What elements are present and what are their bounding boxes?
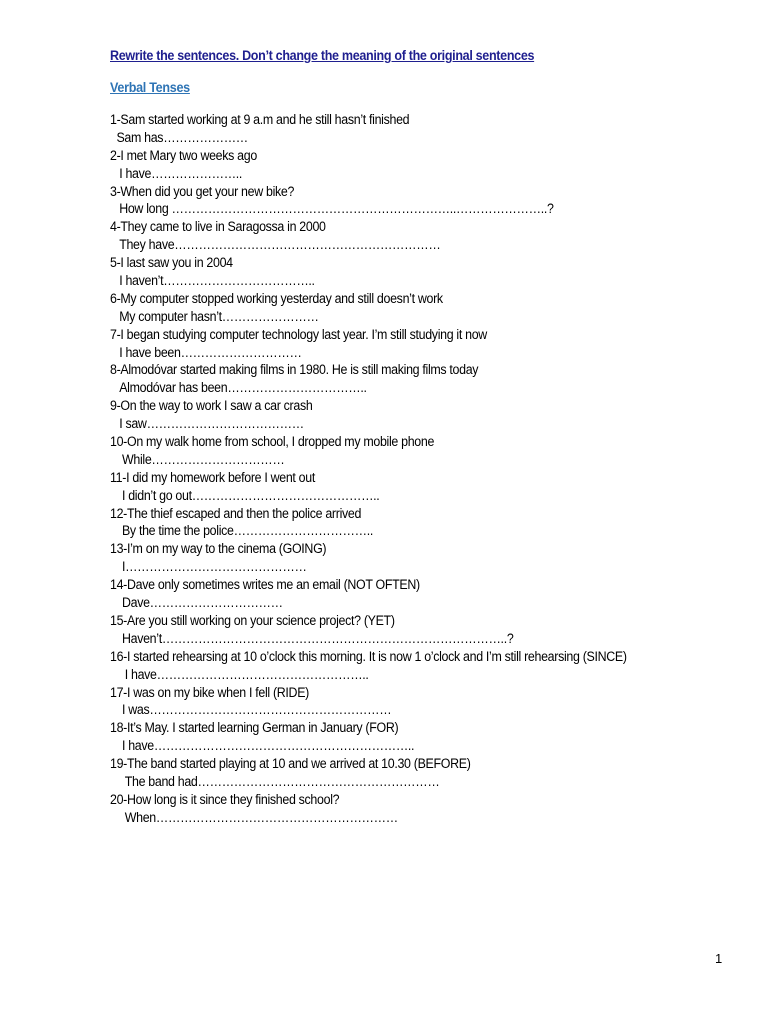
exercise-answer-prompt: I………………………………………	[121, 559, 307, 575]
exercise-question: 8-Almodóvar started making films in 1980. He is still making films today	[110, 362, 479, 378]
exercise-answer-prompt: I didn’t go out………………………………………..	[121, 487, 380, 503]
page-title: Rewrite the sentences. Don’t change the meaning of the original sentences	[110, 48, 535, 63]
page-number: 1	[715, 951, 723, 966]
exercise-answer-prompt: When……………………………………………………	[124, 809, 398, 825]
exercise-answer-prompt: I haven’t………………………………..	[119, 273, 315, 289]
exercise-question: 20-How long is it since they finished school?	[110, 791, 340, 807]
exercise-list	[110, 111, 710, 827]
exercise-question: 6-My computer stopped working yesterday and still doesn’t work	[110, 290, 443, 306]
exercise-answer-prompt: How long ……………………………………………………………..…………………..?	[119, 201, 554, 217]
exercise-question: 12-The thief escaped and then the police arrived	[110, 505, 362, 521]
exercise-question: 10-On my walk home from school, I dropped my mobile phone	[110, 434, 435, 450]
exercise-answer-prompt: I have…………………..	[119, 165, 243, 181]
exercise-answer-prompt: By the time the police……………………………..	[121, 523, 373, 539]
exercise-answer-prompt: Almodóvar has been……………………………..	[119, 380, 367, 396]
exercise-question: 15-Are you still working on your science project? (YET)	[110, 612, 395, 628]
exercise-question: 1-Sam started working at 9 a.m and he still hasn’t finished	[110, 112, 410, 127]
exercise-question: 11-I did my homework before I went out	[110, 469, 315, 485]
exercise-question: 7-I began studying computer technology last year. I’m still studying it now	[110, 326, 487, 342]
exercise-question: 16-I started rehearsing at 10 o’clock this morning. It is now 1 o’clock and I’m still rehearsing (SINCE)	[110, 648, 627, 664]
exercise-answer-prompt: Haven’t…………………………………………………………………………..?	[121, 630, 514, 646]
exercise-answer-prompt: Dave……………………………	[121, 595, 283, 611]
exercise-answer-prompt: I was……………………………………………………	[121, 702, 392, 718]
exercise-question: 19-The band started playing at 10 and we arrived at 10.30 (BEFORE)	[110, 756, 471, 772]
exercise-question: 4-They came to live in Saragossa in 2000	[110, 219, 326, 235]
exercise-question: 13-I’m on my way to the cinema (GOING)	[110, 541, 327, 557]
exercise-answer-prompt: The band had……………………………………………………	[124, 773, 440, 789]
exercise-question: 9-On the way to work I saw a car crash	[110, 398, 313, 414]
exercise-answer-prompt: My computer hasn’t……………………	[119, 308, 319, 324]
exercise-answer-prompt: I have……………………………………………..	[124, 666, 369, 682]
exercise-question: 17-I was on my bike when I fell (RIDE)	[110, 684, 309, 700]
exercise-answer-prompt: While……………………………	[121, 451, 285, 467]
exercise-answer-prompt: They have…………………………………………………………	[119, 237, 441, 253]
exercise-question: 2-I met Mary two weeks ago	[110, 147, 257, 163]
exercise-answer-prompt: I have………………………………………………………..	[121, 738, 415, 754]
exercise-answer-prompt: I have been…………………………	[119, 344, 302, 360]
exercise-question: 5-I last saw you in 2004	[110, 255, 233, 271]
exercise-question: 14-Dave only sometimes writes me an email (NOT OFTEN)	[110, 577, 420, 593]
exercise-answer-prompt: Sam has…………………	[116, 129, 248, 145]
section-heading: Verbal Tenses	[110, 80, 190, 95]
exercise-answer-prompt: I saw…………………………………	[119, 416, 304, 432]
exercise-question: 3-When did you get your new bike?	[110, 183, 295, 199]
exercise-question: 18-It’s May. I started learning German in January (FOR)	[110, 720, 399, 736]
